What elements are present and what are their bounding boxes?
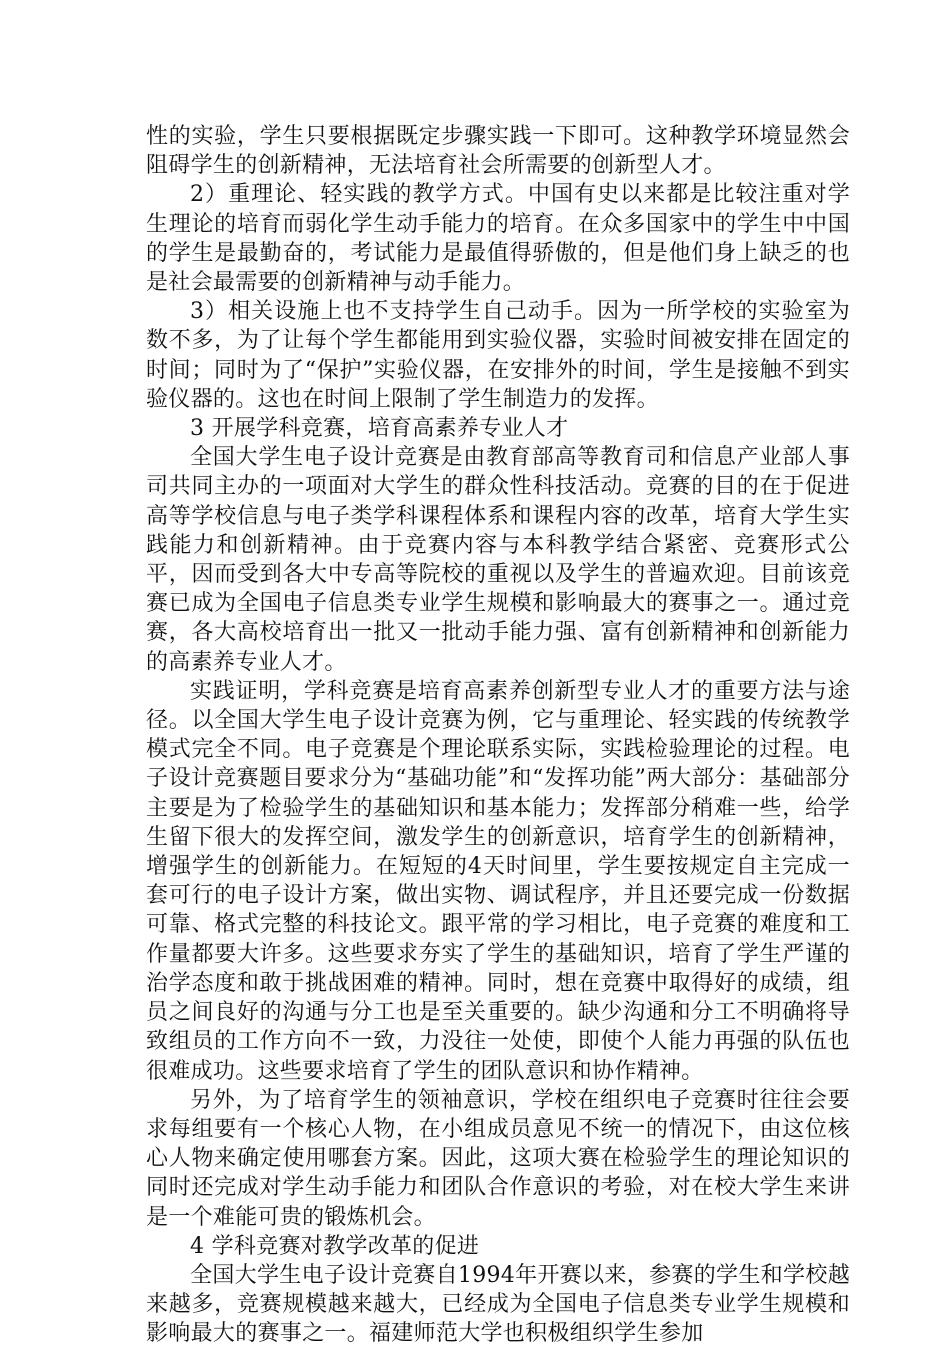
body-paragraph: 另外，为了培育学生的领袖意识，学校在组织电子竞赛时往往会要求每组要有一个核心人物，在小组成员意见不统一的情况下，由这位核心人物来确定使用哪套方案。因此，这项大赛在检验学生的理论知识的同时还完成对学生动手能力和团队合作意识的考验，对在校大学生来讲是一个难能可贵的锻炼机会。 xyxy=(146,1087,850,1230)
section-heading: 3 开展学科竞赛，培育高素养专业人才 xyxy=(190,416,569,442)
body-paragraph: 实践证明，学科竞赛是培育高素养创新型专业人才的重要方法与途径。以全国大学生电子设计竞赛为例，它与重理论、轻实践的传统教学模式完全不同。电子竞赛是个理论联系实际，实践检验理论的过程。电子设计竞赛题目要求分为“基础功能”和“发挥功能”两大部分：基础部分主要是为了检验学生的基础知识和基本能力；发挥部分稍难一些，给学生留下很大的发挥空间，激发学生的创新意识，培育学生的创新精神，增强学生的创新能力。在短短的4天时间里，学生要按规定自主完成一套可行的电子设计方案，做出实物、调试程序，并且还要完成一份数据可靠、格式完整的科技论文。跟平常的学习相比，电子竞赛的难度和工作量都要大许多。这些要求夯实了学生的基础知识，培育了学生严谨的治学态度和敢于挑战困难的精神。同时，想在竞赛中取得好的成绩，组员之间良好的沟通与分工也是至关重要的。缺少沟通和分工不明确将导致组员的工作方向不一致，力没往一处使，即使个人能力再强的队伍也很难成功。这些要求培育了学生的团队意识和协作精神。 xyxy=(146,678,850,1084)
section-heading: 4 学科竞赛对教学改革的促进 xyxy=(190,1233,480,1259)
body-paragraph: 全国大学生电子设计竞赛是由教育部高等教育司和信息产业部人事司共同主办的一项面对大学生的群众性科技活动。竞赛的目的在于促进高等学校信息与电子类学科课程体系和课程内容的改革，培育大学生实践能力和创新精神。由于竞赛内容与本科教学结合紧密、竞赛形式公平，因而受到各大中专高等院校的重视以及学生的普遍欢迎。目前该竞赛已成为全国电子信息类专业学生规模和影响最大的赛事之一。通过竞赛，各大高校培育出一批又一批动手能力强、富有创新精神和创新能力的高素养专业人才。 xyxy=(146,445,850,675)
body-paragraph: 性的实验，学生只要根据既定步骤实践一下即可。这种教学环境显然会阻碍学生的创新精神，无法培育社会所需要的创新型人才。 xyxy=(146,124,850,179)
body-paragraph: 全国大学生电子设计竞赛自1994年开赛以来，参赛的学生和学校越来越多，竞赛规模越来越大，已经成为全国电子信息类专业学生规模和影响最大的赛事之一。福建师范大学也积极组织学生参加 xyxy=(146,1262,850,1347)
body-paragraph: 2）重理论、轻实践的教学方式。中国有史以来都是比较注重对学生理论的培育而弱化学生动手能力的培育。在众多国家中的学生中中国的学生是最勤奋的，考试能力是最值得骄傲的，但是他们身上缺乏的也是社会最需要的创新精神与动手能力。 xyxy=(146,182,850,296)
body-paragraph: 3）相关设施上也不支持学生自己动手。因为一所学校的实验室为数不多，为了让每个学生都能用到实验仪器，实验时间被安排在固定的时间；同时为了“保护”实验仪器，在安排外的时间，学生是接触不到实验仪器的。这也在时间上限制了学生制造力的发挥。 xyxy=(146,299,850,412)
